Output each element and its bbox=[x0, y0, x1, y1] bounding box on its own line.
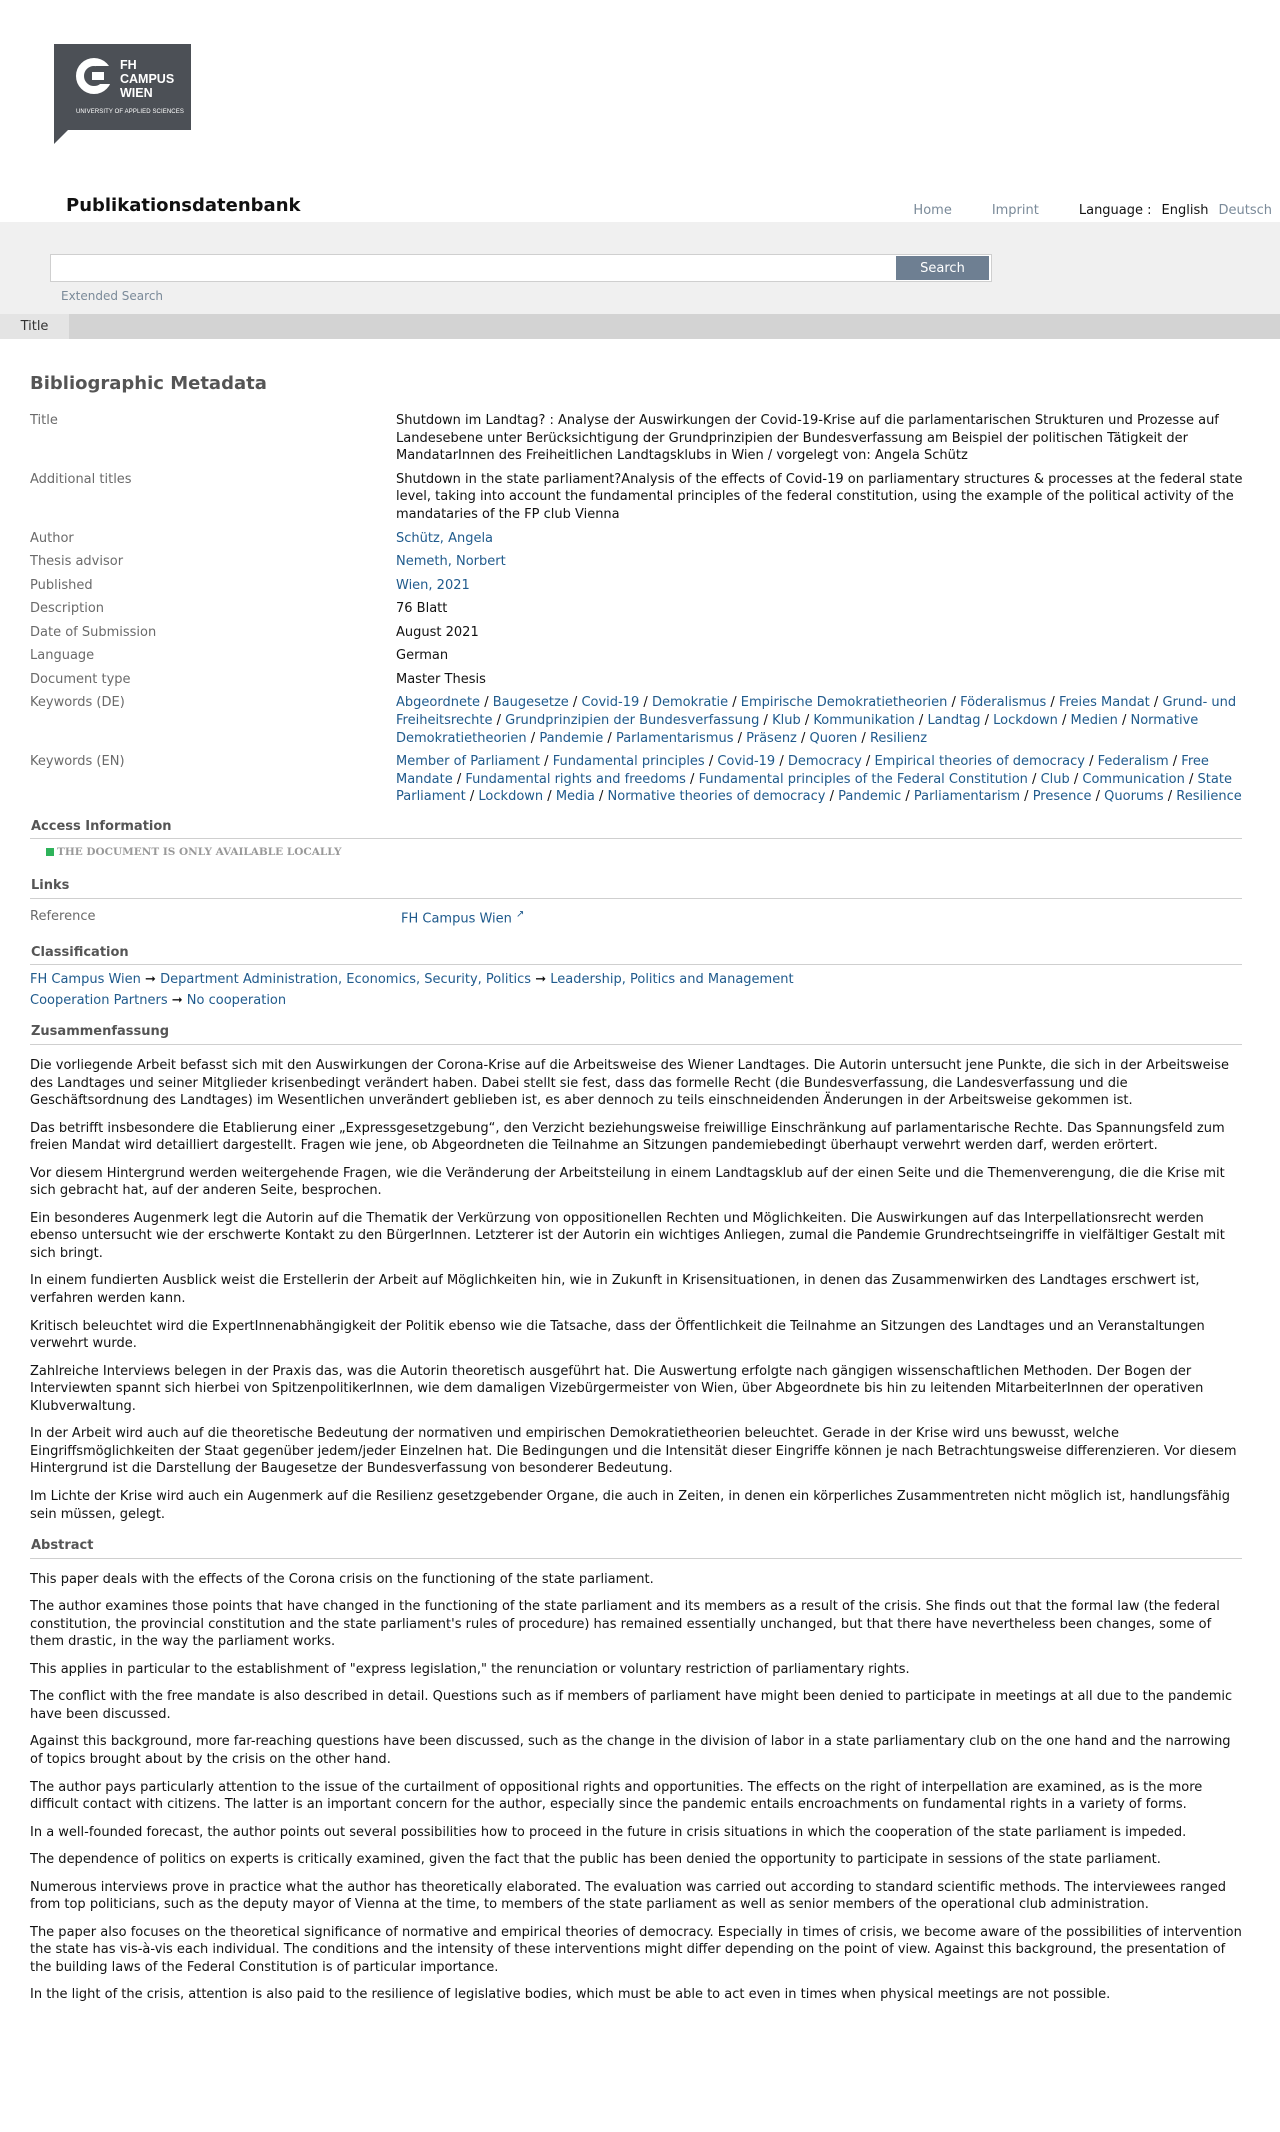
keyword-link[interactable]: Resilienz bbox=[869, 730, 928, 746]
keyword-link[interactable]: Föderalismus bbox=[960, 695, 1047, 711]
abstract-heading: Abstract bbox=[30, 1537, 1242, 1559]
tab-bar bbox=[0, 314, 1280, 339]
keyword-separator: / bbox=[980, 712, 994, 728]
logo-tail bbox=[54, 130, 68, 144]
meta-row-doctype bbox=[30, 671, 1242, 689]
arrow-icon: ➞ bbox=[171, 992, 183, 1008]
language-label: Language bbox=[30, 648, 95, 664]
keyword-link[interactable]: Demokratie bbox=[651, 695, 729, 711]
keyword-link[interactable]: Normative theories of democracy bbox=[607, 789, 826, 805]
keyword-link[interactable]: Club bbox=[1040, 771, 1070, 787]
keyword-separator: / bbox=[639, 695, 652, 711]
keyword-link[interactable]: Federalism bbox=[1097, 754, 1169, 770]
keyword-link[interactable]: Freies Mandat bbox=[1058, 695, 1150, 711]
keyword-link[interactable]: Covid-19 bbox=[717, 754, 776, 770]
meta-row-advisor bbox=[30, 553, 1242, 571]
search-box bbox=[50, 254, 992, 282]
keyword-link[interactable]: Parliamentarism bbox=[913, 789, 1021, 805]
keyword-link[interactable]: Medien bbox=[1070, 712, 1118, 728]
links-section bbox=[30, 877, 1242, 927]
keyword-separator: / bbox=[1084, 754, 1098, 770]
arrow-icon: ➞ bbox=[145, 972, 156, 988]
abstract-paragraph: Numerous interviews prove in practice what the author has theoretically elaborated. The evaluation was carried out according to standard scientific methods. The interviewees ranged from top politicians, such as the deputy mayor of Vienna at the time, to members of the state parliament as well as senior members of the operational club administration. bbox=[30, 1879, 1227, 1913]
keyword-link[interactable]: State Parliament bbox=[396, 771, 1232, 805]
published-link[interactable]: Wien, 2021 bbox=[396, 577, 470, 593]
keyword-separator: / bbox=[800, 712, 814, 728]
extended-search-link[interactable]: Extended Search bbox=[61, 289, 164, 303]
keyword-link[interactable]: Baugesetze bbox=[492, 695, 569, 711]
keyword-link[interactable]: Fundamental principles of the Federal Constitution bbox=[698, 771, 1028, 787]
access-status bbox=[46, 845, 1242, 859]
reference-row bbox=[30, 908, 1242, 928]
meta-row-submission bbox=[30, 624, 1242, 642]
abstract-paragraph: The conflict with the free mandate is also described in detail. Questions such as if members of parliament have might been denied to participate in meetings at all due to the pandemic have been discussed. bbox=[30, 1689, 1233, 1722]
keyword-separator: / bbox=[1020, 789, 1033, 805]
keyword-link[interactable]: Pandemic bbox=[838, 789, 902, 805]
zusammenfassung-paragraph: Im Lichte der Krise wird auch ein Augenmerk auf die Resilienz gesetzgebender Organe, die auch in Zeiten, in denen ein körperliches Zusammentreten nicht möglich ist, handlungsfähig sein müssen, gelegt. bbox=[30, 1488, 1231, 1522]
zusammenfassung-paragraph: Ein besonderes Augenmerk legt die Autorin auf die Thematik der Verkürzung von oppositionellen Rechten und Möglichkeiten. Die Auswirkungen auf das Interpellationsrecht werden ebenso untersucht wie der erschwerte Kontakt zu den BürgerInnen. Letzterer ist der Autorin ein wichtiges Anliegen, zumal die Pandemie Grundrechtseingriffe in vielfältiger Gestalt mit sich bringt. bbox=[30, 1210, 1225, 1261]
keyword-separator: / bbox=[452, 771, 466, 787]
keyword-link[interactable]: Pandemie bbox=[539, 730, 604, 746]
meta-row-title bbox=[30, 412, 1242, 465]
search-input[interactable] bbox=[52, 256, 896, 280]
keyword-separator: / bbox=[1117, 712, 1131, 728]
keyword-link[interactable]: Fundamental principles bbox=[552, 754, 705, 770]
meta-row-keywords-de bbox=[30, 694, 1242, 747]
zusammenfassung-paragraph: Kritisch beleuchtet wird die ExpertInnenabhängigkeit der Politik ebenso wie die Tatsache, dass der Öffentlichkeit die Teilnahme an Sitzungen des Landtages und an Veranstaltungen verwehrt wurde. bbox=[30, 1318, 1205, 1352]
keyword-link[interactable]: Normative Demokratietheorien bbox=[396, 712, 1199, 746]
advisor-link[interactable]: Nemeth, Norbert bbox=[396, 554, 506, 570]
zusammenfassung-paragraph: Die vorliegende Arbeit befasst sich mit den Auswirkungen der Corona-Krise auf die Arbeitsweise des Wiener Landtages. Die Autorin untersucht jene Punkte, die sich in der Arbeitsweise des Landtages und seiner Mitglieder krisenbedingt verändert haben. Dabei stellt sie fest, dass das formelle Recht (die Bundesverfassung, die Landesverfassung und die Geschäftsordnung des Landtages) im Wesentlichen unverändert geblieben ist, es aber dennoch zu teils einschneidenden Änderungen in der Arbeitsweise gekommen ist. bbox=[30, 1058, 1230, 1109]
reference-label: Reference bbox=[30, 908, 96, 924]
description-value: 76 Blatt bbox=[396, 601, 448, 617]
keyword-separator: / bbox=[901, 789, 914, 805]
meta-row-keywords-en bbox=[30, 753, 1242, 806]
keyword-separator: / bbox=[1184, 771, 1198, 787]
language-deutsch[interactable]: Deutsch bbox=[1218, 203, 1272, 218]
title-label: Title bbox=[30, 413, 58, 429]
keyword-link[interactable]: Democracy bbox=[787, 754, 862, 770]
tab-title[interactable]: Title bbox=[0, 314, 69, 339]
meta-row-language bbox=[30, 647, 1242, 665]
keyword-link[interactable]: Member of Parliament bbox=[396, 754, 541, 770]
logo-line-1: FH bbox=[120, 58, 137, 72]
fh-campus-wien-logo[interactable] bbox=[54, 44, 191, 144]
meta-row-description bbox=[30, 600, 1242, 618]
submission-label: Date of Submission bbox=[30, 624, 157, 640]
keyword-link[interactable]: Abgeordnete bbox=[396, 695, 481, 711]
search-band bbox=[0, 222, 1280, 314]
logo-tagline: UNIVERSITY OF APPLIED SCIENCES bbox=[76, 109, 184, 115]
keyword-link[interactable]: Resilience bbox=[1176, 789, 1242, 805]
keyword-separator: / bbox=[492, 712, 506, 728]
keyword-link[interactable]: Covid-19 bbox=[581, 695, 640, 711]
keyword-separator: / bbox=[728, 695, 741, 711]
access-section bbox=[30, 818, 1242, 860]
doctype-label: Document type bbox=[30, 671, 131, 687]
keyword-separator: / bbox=[947, 695, 961, 711]
keyword-separator: / bbox=[540, 754, 553, 770]
keywords-de-list bbox=[396, 694, 1246, 747]
description-label: Description bbox=[30, 601, 105, 617]
keyword-separator: / bbox=[685, 771, 699, 787]
nav-home[interactable]: Home bbox=[913, 203, 952, 218]
logo-line-3: WIEN bbox=[120, 86, 153, 100]
additional-titles-value: Shutdown in the state parliament?Analysis of the effects of Covid-19 on parliamentary structures & processes at the federal state level, taking into account the fundamental principles of the federal constitution, using the example of the political activity of the mandataries of the FP club Vienna bbox=[396, 471, 1243, 523]
author-label: Author bbox=[30, 530, 74, 546]
zusammenfassung-paragraph: In einem fundierten Ausblick weist die Erstellerin der Arbeit auf Möglichkeiten hin, wie in Zukunft in Krisensituationen, in denen das Zusammenwirken des Landtages erschwert ist, verfahren werden kann. bbox=[30, 1273, 1200, 1307]
keyword-link[interactable]: Presence bbox=[1032, 789, 1092, 805]
classification-heading: Classification bbox=[30, 944, 1242, 966]
keyword-link[interactable]: Quorums bbox=[1104, 789, 1164, 805]
keyword-separator: / bbox=[796, 730, 810, 746]
language-label: Language : bbox=[1078, 203, 1152, 218]
keyword-link[interactable]: Fundamental rights and freedoms bbox=[465, 771, 686, 787]
keyword-separator: / bbox=[733, 730, 747, 746]
additional-titles-label: Additional titles bbox=[30, 471, 132, 487]
abstract-section bbox=[30, 1537, 1242, 2004]
keyword-separator: / bbox=[861, 754, 875, 770]
reference-link[interactable]: FH Campus Wien bbox=[401, 911, 512, 927]
zusammenfassung-section bbox=[30, 1023, 1242, 1523]
keywords-en-label: Keywords (EN) bbox=[30, 754, 125, 770]
keyword-link[interactable]: Kommunikation bbox=[813, 712, 915, 728]
keyword-separator: / bbox=[704, 754, 718, 770]
language-english: English bbox=[1161, 203, 1209, 218]
zusammenfassung-paragraph: Das betrifft insbesondere die Etablierung einer „Expressgesetzgebung“, den Verzicht beziehungsweise freiwillige Einschränkung auf parlamentarische Rechte. Das Spannungsfeld zum freien Mandat wird detailliert dargestellt. Fragen wie jene, ob Abgeordneten die Teilnahme an Sitzungen pandemiebedingt überhaupt verwehrt werden darf, werden erörtert. bbox=[30, 1120, 1225, 1154]
keyword-separator: / bbox=[914, 712, 928, 728]
keyword-separator: / bbox=[759, 712, 773, 728]
keyword-link[interactable]: Free Mandate bbox=[396, 754, 1209, 787]
keyword-separator: / bbox=[1027, 771, 1041, 787]
doctype-value: Master Thesis bbox=[396, 671, 486, 687]
keyword-separator: / bbox=[594, 789, 608, 805]
advisor-label: Thesis advisor bbox=[30, 554, 124, 570]
site-title: Publikationsdatenbank bbox=[66, 195, 301, 216]
keyword-separator: / bbox=[775, 754, 788, 770]
access-heading: Access Information bbox=[30, 818, 1242, 840]
keywords-en-list bbox=[396, 753, 1246, 806]
keyword-separator: / bbox=[1149, 695, 1163, 711]
keyword-separator: / bbox=[1091, 789, 1105, 805]
keyword-link[interactable]: Lockdown bbox=[478, 789, 544, 805]
keyword-link[interactable]: Parlamentarismus bbox=[615, 730, 734, 746]
keyword-separator: / bbox=[1046, 695, 1059, 711]
zusammenfassung-paragraph: Vor diesem Hintergrund werden weitergehende Fragen, wie die Veränderung der Arbeitsteilung in einem Landtagsklub auf der einen Seite und die Themenverengung, die die Krise mit sich gebracht hat, auf der anderen Seite, besprochen. bbox=[30, 1165, 1225, 1199]
title-value: Shutdown im Landtag? : Analyse der Auswirkungen der Covid-19-Krise auf die parlamentarischen Strukturen und Prozesse auf Landesebene unter Berücksichtigung der Grundprinzipien der Bundesverfassung am Beispiel der politischen Tätigkeit der MandatarInnen des Freiheitlichen Landtagsklubs in Wien / vorgelegt von: Angela Schütz bbox=[396, 413, 1219, 464]
links-heading: Links bbox=[30, 877, 1242, 899]
language-value: German bbox=[396, 648, 449, 664]
arrow-icon: ➞ bbox=[535, 972, 547, 988]
classification-program[interactable]: Leadership, Politics and Management bbox=[550, 972, 794, 988]
keyword-separator: / bbox=[603, 730, 616, 746]
abstract-paragraph: This paper deals with the effects of the Corona crisis on the functioning of the state parliament. bbox=[30, 1571, 654, 1587]
meta-row-published bbox=[30, 577, 1242, 595]
keyword-separator: / bbox=[857, 730, 870, 746]
published-label: Published bbox=[30, 577, 93, 593]
keyword-link[interactable]: Lockdown bbox=[993, 712, 1058, 728]
keyword-separator: / bbox=[465, 789, 479, 805]
nav-imprint[interactable]: Imprint bbox=[991, 203, 1039, 218]
keyword-link[interactable]: Empirical theories of democracy bbox=[874, 754, 1085, 770]
keyword-separator: / bbox=[568, 695, 582, 711]
keyword-link[interactable]: Grundprinzipien der Bundesverfassung bbox=[505, 712, 760, 728]
classification-cooperation-partners[interactable]: Cooperation Partners bbox=[30, 992, 168, 1008]
keyword-separator: / bbox=[1057, 712, 1071, 728]
external-link-icon: ↗ bbox=[516, 908, 525, 920]
abstract-paragraph: In a well-founded forecast, the author points out several possibilities how to proceed in the future in crisis situations in which the cooperation of the state parliament is impeded. bbox=[30, 1824, 1187, 1840]
keyword-link[interactable]: Landtag bbox=[927, 712, 981, 728]
keyword-link[interactable]: Empirische Demokratietheorien bbox=[740, 695, 948, 711]
keyword-separator: / bbox=[543, 789, 556, 805]
abstract-paragraph: The author examines those points that have changed in the functioning of the state parliament and its members as a result of the crisis. She finds out that the formal law (the federal constitution, the provincial constitution and the state parliament's rules of procedure) has remained essentially unchanged, but that there have nevertheless been changes, some of them drastic, in the way the parliament works. bbox=[30, 1599, 1220, 1650]
meta-row-author bbox=[30, 530, 1242, 548]
keyword-separator: / bbox=[1163, 789, 1177, 805]
zusammenfassung-paragraph: In der Arbeit wird auch auf die theoretische Bedeutung der normativen und empirischen Demokratietheorien beleuchtet. Gerade in der Krise wird uns bewusst, welche Eingriffsmöglichkeiten der Staat gegenüber jedem/jeder Einzelnen hat. Die Bedingungen und die Intensität dieser Eingriffe können je nach Betrachtungsweise differenzieren. Vor diesem Hintergrund ist die Darstellung der Baugesetze der Bundesverfassung von besonderer Bedeutung. bbox=[30, 1426, 1237, 1477]
classification-section bbox=[30, 944, 1242, 1010]
keyword-separator: / bbox=[480, 695, 493, 711]
keyword-link[interactable]: Präsenz bbox=[746, 730, 797, 746]
classification-path-2 bbox=[30, 992, 1242, 1010]
keywords-de-label: Keywords (DE) bbox=[30, 695, 125, 711]
main-content bbox=[30, 372, 1242, 2014]
abstract-paragraph: This applies in particular to the establishment of "express legislation," the renunciation or voluntary restriction of parliamentary rights. bbox=[30, 1661, 910, 1677]
keyword-link[interactable]: Media bbox=[555, 789, 595, 805]
keyword-separator: / bbox=[1069, 771, 1083, 787]
zusammenfassung-paragraph: Zahlreiche Interviews belegen in der Praxis das, was die Autorin theoretisch ausgeführt hat. Die Auswertung erfolgte nach gängigen wissenschaftlichen Methoden. Der Bogen der Interviewten spannt sich hierbei von SpitzenpolitikerInnen, wie dem damaligen Vizebürgermeister von Wien, über Abgeordnete bis hin zu leitenden MitarbeiterInnen der operativen Klubverwaltung. bbox=[30, 1363, 1204, 1414]
keyword-link[interactable]: Communication bbox=[1082, 771, 1185, 787]
keyword-link[interactable]: Quoren bbox=[809, 730, 858, 746]
classification-department[interactable]: Department Administration, Economics, Security, Politics bbox=[160, 972, 532, 988]
abstract-paragraph: The author pays particularly attention to the issue of the curtailment of oppositional rights and opportunities. The effects on the right of interpellation are examined, as is the more difficult contact with citizens. The latter is an important concern for the author, especially since the pandemic entails encroachments on fundamental rights in a variety of forms. bbox=[30, 1779, 1203, 1813]
top-navigation bbox=[873, 202, 1272, 220]
search-button[interactable]: Search bbox=[896, 256, 989, 280]
abstract-paragraph: In the light of the crisis, attention is also paid to the resilience of legislative bodies, which must be able to act even in times when physical meetings are not possible. bbox=[30, 1987, 1111, 2003]
author-link[interactable]: Schütz, Angela bbox=[396, 530, 494, 546]
abstract-paragraph: The dependence of politics on experts is critically examined, given the fact that the public has been denied the opportunity to participate in sessions of the state parliament. bbox=[30, 1852, 1161, 1868]
classification-fh-campus-wien[interactable]: FH Campus Wien bbox=[30, 972, 141, 988]
meta-row-additional-titles bbox=[30, 471, 1242, 524]
access-status-text: THE DOCUMENT IS ONLY AVAILABLE LOCALLY bbox=[57, 846, 342, 859]
submission-value: August 2021 bbox=[396, 624, 479, 640]
keyword-separator: / bbox=[825, 789, 839, 805]
keyword-link[interactable]: Grund- und Freiheitsrechte bbox=[396, 695, 1237, 728]
bibliographic-metadata-heading: Bibliographic Metadata bbox=[30, 373, 267, 394]
abstract-paragraph: Against this background, more far-reaching questions have been discussed, such as the change in the division of labor in a state parliamentary club on the one hand and the narrowing of topics brought about by the crisis on the other hand. bbox=[30, 1734, 1231, 1767]
keyword-link[interactable]: Klub bbox=[772, 712, 801, 728]
zusammenfassung-heading: Zusammenfassung bbox=[30, 1023, 1242, 1045]
keyword-separator: / bbox=[526, 730, 540, 746]
classification-no-cooperation[interactable]: No cooperation bbox=[186, 992, 287, 1008]
classification-path-1 bbox=[30, 971, 1242, 989]
status-indicator-icon bbox=[46, 848, 54, 856]
abstract-paragraph: The paper also focuses on the theoretical significance of normative and empirical theories of democracy. Especially in times of crisis, we become aware of the possibilities of intervention the state has vis-à-vis each individual. The conditions and the intensity of these interventions might differ depending on the point of view. Against this background, the presentation of the building laws of the Federal Constitution is of particular importance. bbox=[30, 1924, 1242, 1975]
logo-line-2: CAMPUS bbox=[120, 72, 175, 86]
keyword-separator: / bbox=[1168, 754, 1182, 770]
